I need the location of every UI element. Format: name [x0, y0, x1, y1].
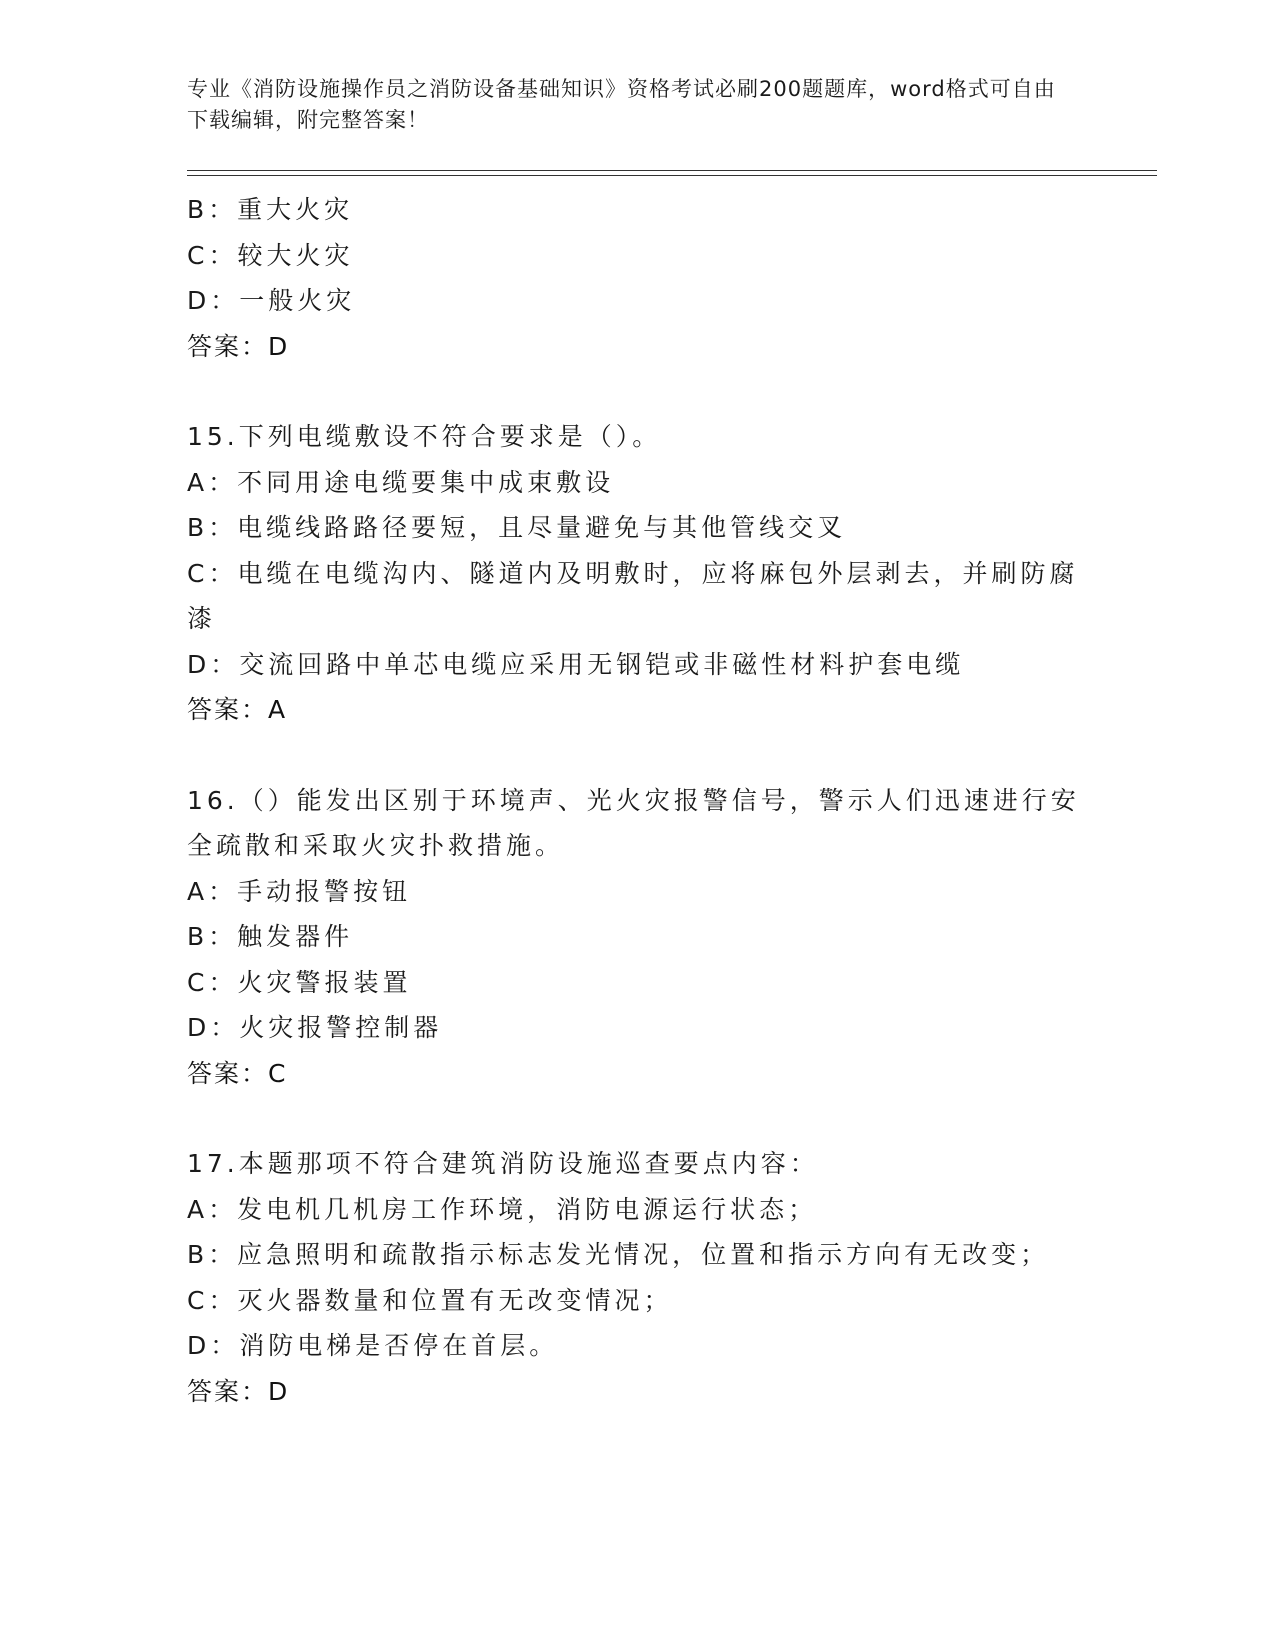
answer-line: 答案：D	[187, 331, 290, 361]
question-list	[187, 187, 1087, 1414]
option-d: D：消防电梯是否停在首层。	[187, 1331, 559, 1360]
option-a: A：不同用途电缆要集中成束敷设	[187, 467, 615, 497]
option-b: B：应急照明和疏散指示标志发光情况，位置和指示方向有无改变；	[187, 1240, 1050, 1269]
option-d: D：交流回路中单芯电缆应采用无钢铠或非磁性材料护套电缆	[187, 649, 965, 679]
answer-line: 答案：D	[187, 1376, 290, 1406]
answer-line: 答案：A	[187, 695, 288, 724]
option-c: C：电缆在电缆沟内、隧道内及明敷时，应将麻包外层剥去，并刷防腐漆	[187, 558, 1079, 633]
document-header	[187, 74, 1067, 136]
option-a: A：发电机几机房工作环境，消防电源运行状态；	[187, 1194, 818, 1224]
header-title: 专业《消防设施操作员之消防设备基础知识》资格考试必刷200题题库，word格式可自由下载编辑，附完整答案！	[187, 77, 1056, 132]
option-c: C：火灾警报装置	[187, 967, 412, 997]
option-d: D：一般火灾	[187, 286, 356, 315]
option-b: B：电缆线路路径要短，且尽量避免与其他管线交叉	[187, 513, 847, 542]
question-text: 17.本题那项不符合建筑消防设施巡查要点内容：	[187, 1149, 819, 1178]
header-divider-top	[187, 170, 1157, 171]
option-a: A：手动报警按钮	[187, 876, 412, 906]
option-c: C：较大火灾	[187, 240, 354, 270]
question-text: 16.（）能发出区别于环境声、光火灾报警信号，警示人们迅速进行安全疏散和采取火灾扑救措施。	[187, 785, 1080, 860]
question-text: 15.下列电缆敷设不符合要求是（）。	[187, 422, 662, 451]
option-b: B：触发器件	[187, 922, 354, 951]
option-d: D：火灾报警控制器	[187, 1013, 443, 1042]
header-divider-bottom	[187, 175, 1157, 176]
answer-line: 答案：C	[187, 1058, 288, 1088]
question-block-16	[187, 778, 1087, 1097]
question-block-17	[187, 1141, 1087, 1414]
option-b: B：重大火灾	[187, 195, 354, 224]
previous-question-block	[187, 187, 1087, 369]
question-block-15	[187, 414, 1087, 733]
option-c: C：灭火器数量和位置有无改变情况；	[187, 1285, 673, 1315]
